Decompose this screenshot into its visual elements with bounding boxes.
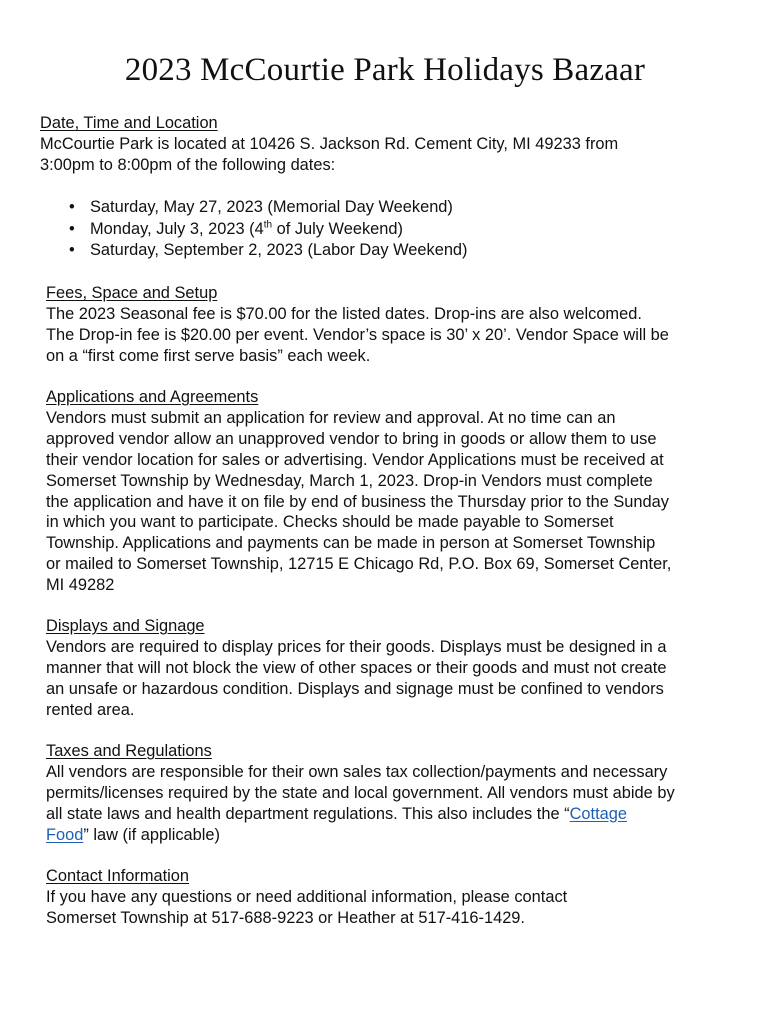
body-line: or mailed to Somerset Township, 12715 E Chicago Rd, P.O. Box 69, Somerset Center, — [46, 555, 672, 574]
body-line: McCourtie Park is located at 10426 S. Jackson Rd. Cement City, MI 49233 from — [40, 134, 619, 153]
section-taxes — [46, 741, 675, 846]
bullet-icon: • — [69, 241, 75, 259]
bullet-icon: • — [69, 219, 75, 238]
body-line: If you have any questions or need additional information, please contact — [46, 887, 568, 906]
body-line: Township. Applications and payments can be made in person at Somerset Township — [46, 534, 656, 553]
section-heading: Date, Time and Location — [40, 114, 218, 132]
date-text-after: of July Weekend) — [272, 219, 403, 238]
body-line: The 2023 Seasonal fee is $70.00 for the listed dates. Drop-ins are also welcomed. — [46, 304, 642, 323]
body-line: approved vendor allow an unapproved vendor to bring in goods or allow them to use — [46, 429, 657, 448]
body-line: Vendors must submit an application for review and approval. At no time can an — [46, 408, 616, 427]
body-line: an unsafe or hazardous condition. Displays and signage must be confined to vendors — [46, 679, 664, 698]
section-fees — [46, 283, 669, 367]
list-item — [66, 197, 468, 219]
body-text: all state laws and health department regulations. This also includes the “ — [46, 804, 570, 823]
body-line: the application and have it on file by end of business the Thursday prior to the Sunday — [46, 492, 669, 511]
section-heading: Displays and Signage — [46, 617, 205, 635]
body-line: in which you want to participate. Checks should be made payable to Somerset — [46, 513, 614, 532]
date-text: Saturday, May 27, 2023 (Memorial Day Weekend) — [90, 198, 453, 216]
section-heading: Fees, Space and Setup — [46, 284, 218, 302]
section-applications — [46, 387, 671, 596]
section-date-time-location — [40, 113, 618, 176]
list-item — [66, 240, 468, 262]
dates-list — [66, 197, 468, 262]
section-displays — [46, 616, 666, 721]
body-line: their vendor location for sales or advertising. Vendor Applications must be received at — [46, 450, 664, 469]
section-heading: Contact Information — [46, 867, 190, 885]
body-line: Vendors are required to display prices for their goods. Displays must be designed in a — [46, 637, 667, 656]
body-line: Somerset Township at 517-688-9223 or Heather at 517-416-1429. — [46, 908, 525, 927]
body-line: 3:00pm to 8:00pm of the following dates: — [40, 155, 336, 174]
section-heading: Applications and Agreements — [46, 388, 259, 406]
body-line: permits/licenses required by the state and local government. All vendors must abide by — [46, 783, 675, 802]
cottage-food-link[interactable]: Cottage — [569, 804, 628, 823]
list-item — [66, 219, 468, 241]
section-contact — [46, 866, 567, 929]
section-heading: Taxes and Regulations — [46, 742, 212, 760]
body-text: ” law (if applicable) — [83, 825, 220, 844]
body-line: on a “first come first serve basis” each week. — [46, 346, 371, 365]
body-line — [46, 804, 675, 825]
body-line: MI 49282 — [46, 576, 115, 595]
cottage-food-link-continued[interactable]: Food — [46, 825, 84, 844]
body-line: All vendors are responsible for their own sales tax collection/payments and necessary — [46, 762, 668, 781]
ordinal-suffix: th — [263, 219, 273, 231]
page-title: 2023 McCourtie Park Holidays Bazaar — [124, 52, 646, 88]
bullet-icon: • — [69, 198, 75, 216]
body-line — [46, 825, 675, 846]
date-text: Saturday, September 2, 2023 (Labor Day Weekend) — [90, 241, 468, 259]
date-text-before: Monday, July 3, 2023 (4 — [90, 219, 264, 238]
body-line: manner that will not block the view of other spaces or their goods and must not create — [46, 658, 667, 677]
body-line: rented area. — [46, 700, 135, 719]
body-line: Somerset Township by Wednesday, March 1, 2023. Drop-in Vendors must complete — [46, 471, 653, 490]
body-line: The Drop-in fee is $20.00 per event. Vendor’s space is 30’ x 20’. Vendor Space will be — [46, 325, 669, 344]
